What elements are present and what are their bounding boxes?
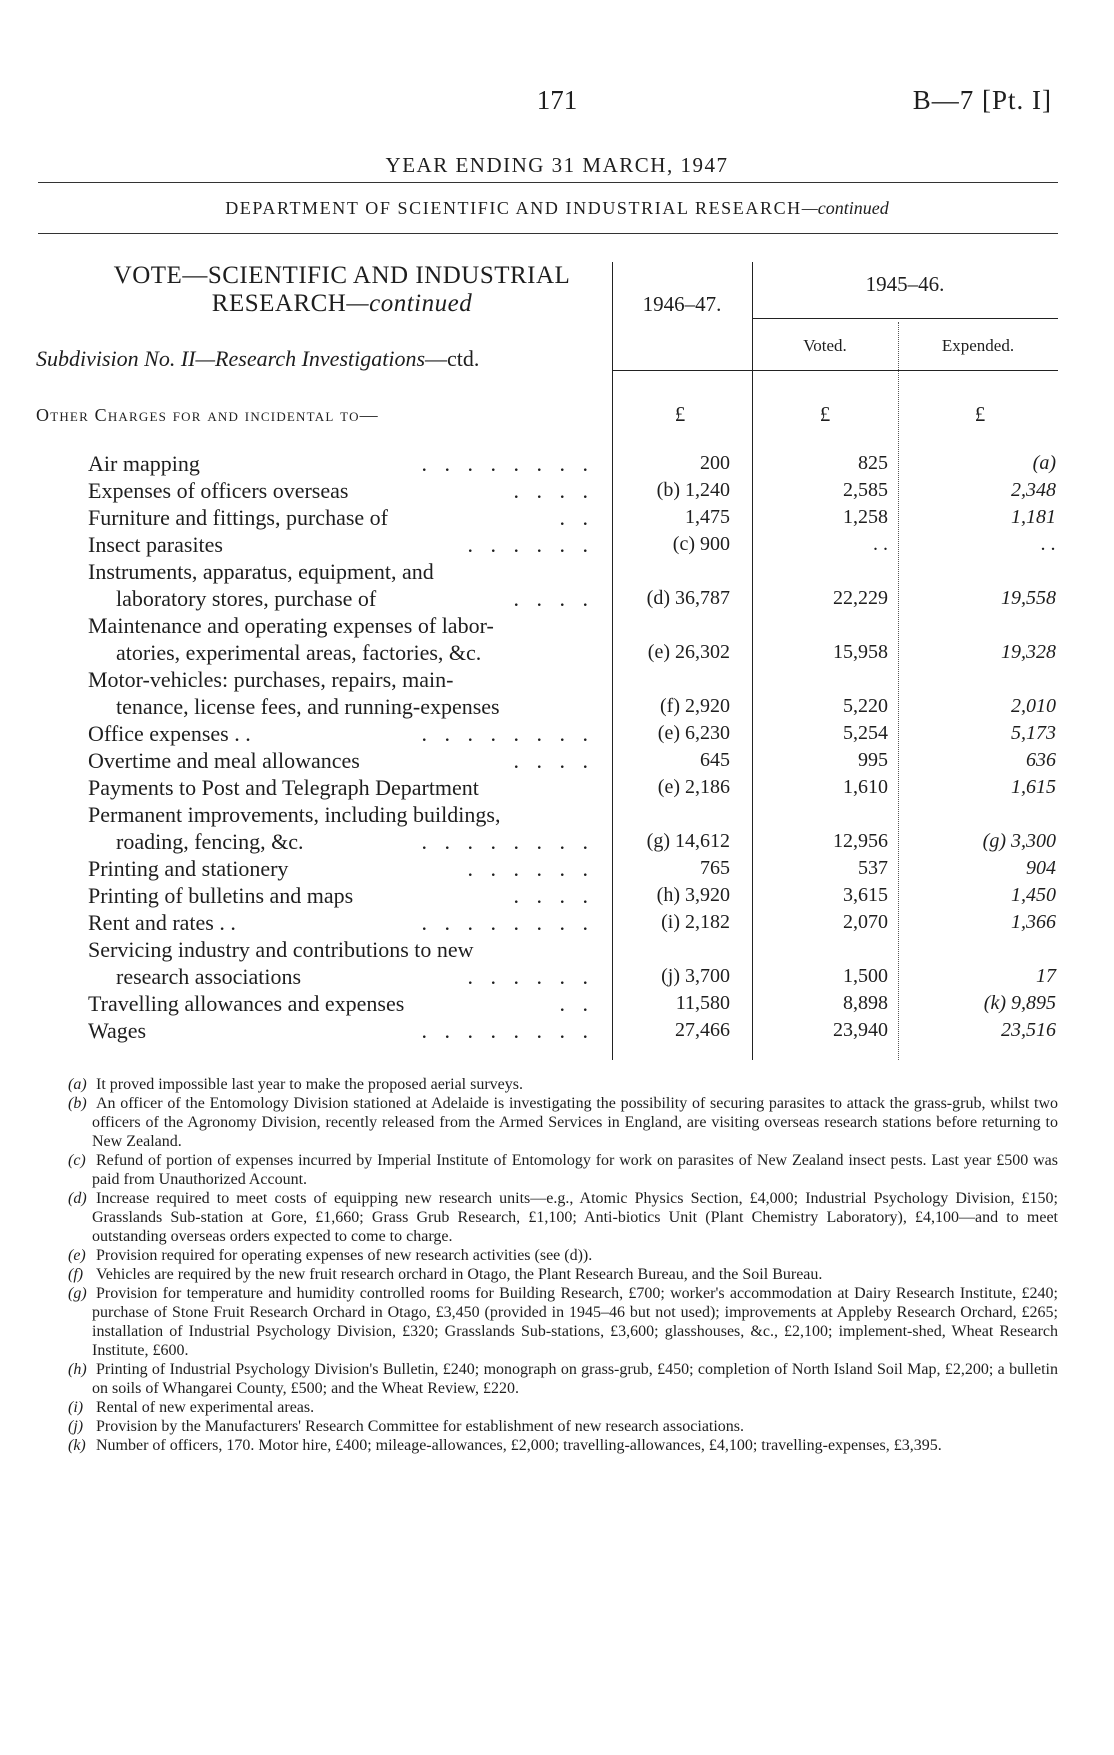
column-1946-47: 1946–47. (642, 292, 722, 316)
value-1945-46-voted: 2,585 (843, 479, 888, 501)
value-1946-47: (e) 26,302 (647, 641, 730, 663)
year-ending-heading: YEAR ENDING 31 MARCH, 1947 (385, 153, 729, 177)
table-row (0, 477, 1114, 504)
leader-dots: . . . . (513, 748, 594, 773)
value-1945-46-voted: 8,898 (843, 992, 888, 1014)
value-1945-46-expended: 23,516 (1001, 1019, 1056, 1041)
table-row (0, 774, 1114, 801)
value-1945-46-voted: 995 (858, 749, 888, 771)
value-1945-46-expended: 1,450 (1011, 884, 1056, 906)
table-row (0, 720, 1114, 747)
vote-title (62, 262, 622, 318)
footnote (36, 1284, 1058, 1360)
footnote-text: Rental of new experimental areas. (96, 1399, 315, 1416)
value-1945-46-expended: 19,328 (1001, 641, 1056, 663)
value-1946-47: (c) 900 (672, 533, 730, 555)
row-description-line2: tenance, license fees, and running-expenses (116, 694, 500, 719)
value-1945-46-voted: 1,610 (843, 776, 888, 798)
subdivision-heading: Subdivision No. II—Research Investigations—ctd. (36, 346, 480, 371)
value-1945-46-expended: (g) 3,300 (982, 830, 1056, 852)
leader-dots: . . (559, 505, 594, 530)
department-continued: —continued (801, 198, 889, 218)
column-voted: Voted. (803, 336, 847, 355)
footnote-label: (h) (68, 1361, 87, 1378)
value-1945-46-voted: 537 (858, 857, 888, 879)
footnote-text: Vehicles are required by the new fruit research orchard in Otago, the Plant Research Bureau, and the Soil Bureau. (96, 1266, 823, 1283)
value-1946-47: (b) 1,240 (656, 479, 730, 501)
value-1946-47: (g) 14,612 (646, 830, 730, 852)
value-1946-47: 765 (700, 857, 730, 879)
value-1945-46-expended: 2,348 (1011, 479, 1056, 501)
row-description-line1: Travelling allowances and expenses (88, 991, 405, 1016)
currency-1946-47: £ (674, 402, 686, 426)
header-subrule (752, 318, 1058, 319)
value-1946-47: (f) 2,920 (660, 695, 730, 717)
table-row (0, 882, 1114, 909)
table-row (0, 612, 1114, 666)
row-description-line1: Overtime and meal allowances (88, 748, 360, 773)
value-1945-46-expended: 17 (1036, 965, 1056, 987)
row-description (88, 909, 600, 936)
footnote (36, 1265, 1058, 1284)
row-description (88, 774, 600, 801)
row-description (88, 612, 600, 666)
table-row (0, 504, 1114, 531)
row-description (88, 720, 600, 747)
footnote (36, 1151, 1058, 1189)
value-1945-46-voted: 1,258 (843, 506, 888, 528)
footnote (36, 1075, 1058, 1094)
footnote-label: (f) (68, 1266, 84, 1283)
value-1946-47: (j) 3,700 (661, 965, 730, 987)
row-description-line2: atories, experimental areas, factories, &c. (116, 640, 482, 665)
row-description (88, 936, 600, 990)
footnote-label: (d) (68, 1190, 87, 1207)
row-description-line1: Wages (88, 1018, 147, 1043)
row-description (88, 882, 600, 909)
footnote (36, 1246, 1058, 1265)
table-row (0, 450, 1114, 477)
value-1945-46-voted: 3,615 (843, 884, 888, 906)
row-description-line2: research associations (116, 964, 302, 989)
leader-dots: . . . . (513, 883, 594, 908)
value-1945-46-expended: 2,010 (1011, 695, 1056, 717)
footnote-text: Provision for temperature and humidity controlled rooms for Building Research, £700; worker's accommodation at Dairy Research Institute, £240; purchase of Stone Fruit Research Orchard in Otago, £3,450 (provided in 1945–46 but not used); improvements at Appleby Research Orchard, £265; installation of Industrial Psychology Division, £320; Grasslands Sub-stations, £3,600; glasshouses, &c., £2,100; implement-shed, Wheat Research Institute, £600. (92, 1285, 1058, 1359)
table-row (0, 1017, 1114, 1044)
footnote (36, 1417, 1058, 1436)
leader-dots: . . . . . . . . (421, 1018, 594, 1043)
leader-dots: . . . . . . (467, 964, 594, 989)
footnote-text: An officer of the Entomology Division stationed at Adelaide is investigating the possibility of securing parasites to attack the grass-grub, whilst two officers of the Agronomy Division, recently released from the Armed Services in England, are visiting overseas research stations before returning to New Zealand. (92, 1095, 1058, 1150)
value-1945-46-expended: 1,366 (1011, 911, 1056, 933)
row-description-line1: Permanent improvements, including buildings, (88, 802, 501, 827)
value-1945-46-voted: 22,229 (833, 587, 888, 609)
value-1946-47: (e) 2,186 (657, 776, 730, 798)
expenditure-table (0, 450, 1114, 1044)
value-1945-46-expended: 636 (1026, 749, 1056, 771)
row-description-line1: Instruments, apparatus, equipment, and (88, 559, 434, 584)
footnote (36, 1398, 1058, 1417)
footnote-label: (e) (68, 1247, 86, 1264)
row-description-line1: Office expenses . . (88, 721, 251, 746)
value-1946-47: 11,580 (675, 992, 730, 1014)
row-description (88, 450, 600, 477)
footnote-text: Printing of Industrial Psychology Division's Bulletin, £240; monograph on grass-grub, £450; completion of North Island Soil Map, £2,200; a bulletin on soils of Whangarei County, £500; and the Wheat Review, £220. (92, 1361, 1058, 1397)
value-1946-47: (d) 36,787 (646, 587, 730, 609)
row-description (88, 990, 600, 1017)
table-row (0, 855, 1114, 882)
column-expended: Expended. (941, 336, 1015, 355)
leader-dots: . . . . . . . . (421, 910, 594, 935)
leader-dots: . . . . . . (467, 532, 594, 557)
row-description-line1: Payments to Post and Telegraph Department (88, 775, 479, 800)
value-1945-46-voted: 5,254 (843, 722, 888, 744)
row-description-line1: Maintenance and operating expenses of labor- (88, 613, 494, 638)
footnote-text: Provision by the Manufacturers' Research Committee for establishment of new research associations. (96, 1418, 745, 1435)
leader-dots: . . . . (513, 478, 594, 503)
footnote-label: (c) (68, 1152, 86, 1169)
row-description-line1: Rent and rates . . (88, 910, 236, 935)
footnote-text: It proved impossible last year to make the proposed aerial surveys. (96, 1076, 523, 1093)
table-row (0, 909, 1114, 936)
row-description-line1: Motor-vehicles: purchases, repairs, main- (88, 667, 454, 692)
row-description (88, 747, 600, 774)
row-description-line1: Furniture and fittings, purchase of (88, 505, 388, 530)
value-1945-46-voted: . . (873, 533, 888, 555)
value-1945-46-expended: (a) (1032, 452, 1056, 474)
footnotes (36, 1075, 1058, 1455)
row-description (88, 504, 600, 531)
footnote-text: Provision required for operating expenses of new research activities (see (d)). (96, 1247, 593, 1264)
row-description (88, 477, 600, 504)
row-description-line1: Insect parasites (88, 532, 223, 557)
row-description (88, 1017, 600, 1044)
leader-dots: . . . . (513, 586, 594, 611)
value-1945-46-expended: 5,173 (1011, 722, 1056, 744)
value-1945-46-voted: 12,956 (833, 830, 888, 852)
vote-title-line2: RESEARCH—continued (211, 290, 473, 317)
footnote-label: (g) (68, 1285, 87, 1302)
header-rule-top (38, 182, 1058, 183)
department-name: DEPARTMENT OF SCIENTIFIC AND INDUSTRIAL RESEARCH (225, 198, 802, 218)
row-description-line1: Air mapping (88, 451, 200, 476)
footnote-text: Number of officers, 170. Motor hire, £400; mileage-allowances, £2,000; travelling-allowances, £4,100; travelling-expenses, £3,395. (96, 1437, 942, 1454)
row-description-line1: Expenses of officers overseas (88, 478, 349, 503)
footnote-label: (j) (68, 1418, 84, 1435)
value-1946-47: (h) 3,920 (656, 884, 730, 906)
vote-title-line1: VOTE—SCIENTIFIC AND INDUSTRIAL (113, 262, 571, 289)
value-1946-47: 645 (700, 749, 730, 771)
value-1945-46-voted: 825 (858, 452, 888, 474)
value-1946-47: 27,466 (675, 1019, 730, 1041)
footnote (36, 1189, 1058, 1246)
table-row (0, 666, 1114, 720)
value-1945-46-expended: (k) 9,895 (983, 992, 1056, 1014)
value-1945-46-expended: 1,615 (1011, 776, 1056, 798)
footnote (36, 1094, 1058, 1151)
footnote-text: Increase required to meet costs of equipping new research units—e.g., Atomic Physics Section, £4,000; Industrial Psychology Division, £150; Grasslands Sub-station at Gore, £1,660; Grass Grub Research, £1,100; Anti-biotics Unit (Plant Chemistry Laboratory), £4,100—and to meet outstanding overseas orders expected to come to charge. (92, 1190, 1058, 1245)
leader-dots: . . . . . . . . (421, 721, 594, 746)
value-1946-47: 1,475 (685, 506, 730, 528)
department-heading (0, 198, 1114, 219)
value-1945-46-expended: . . (1041, 533, 1056, 555)
row-description (88, 531, 600, 558)
value-1945-46-voted: 15,958 (833, 641, 888, 663)
leader-dots: . . (559, 991, 594, 1016)
table-row (0, 936, 1114, 990)
leader-dots: . . . . . . . . (421, 451, 594, 476)
footnote-label: (a) (68, 1076, 87, 1093)
row-description-line2: laboratory stores, purchase of (116, 586, 377, 611)
table-row (0, 990, 1114, 1017)
row-description (88, 558, 600, 612)
row-description-line2: roading, fencing, &c. (116, 829, 304, 854)
value-1945-46-expended: 19,558 (1001, 587, 1056, 609)
row-description-line1: Printing of bulletins and maps (88, 883, 354, 908)
value-1945-46-expended: 904 (1026, 857, 1056, 879)
column-1945-46: 1945–46. (865, 272, 945, 296)
value-1946-47: (e) 6,230 (657, 722, 730, 744)
table-row (0, 558, 1114, 612)
footnote (36, 1360, 1058, 1398)
leader-dots: . . . . . . . . (421, 829, 594, 854)
value-1945-46-voted: 1,500 (843, 965, 888, 987)
value-1945-46-expended: 1,181 (1011, 506, 1056, 528)
value-1946-47: 200 (700, 452, 730, 474)
row-description (88, 855, 600, 882)
row-description-line1: Servicing industry and contributions to new (88, 937, 474, 962)
value-1946-47: (i) 2,182 (661, 911, 730, 933)
row-description (88, 666, 600, 720)
value-1945-46-voted: 5,220 (843, 695, 888, 717)
leader-dots: . . . . . . (467, 856, 594, 881)
other-charges-heading: Other Charges for and incidental to— (36, 405, 379, 425)
table-row (0, 801, 1114, 855)
footnote-label: (b) (68, 1095, 87, 1112)
row-description (88, 801, 600, 855)
footnote-label: (k) (68, 1437, 86, 1454)
value-1945-46-voted: 2,070 (843, 911, 888, 933)
header-baserule (612, 370, 1058, 371)
table-row (0, 531, 1114, 558)
currency-expended: £ (974, 402, 986, 426)
value-1945-46-voted: 23,940 (833, 1019, 888, 1041)
currency-voted: £ (819, 402, 831, 426)
document-reference: B—7 [Pt. I] (912, 85, 1052, 115)
footnote (36, 1436, 1058, 1455)
row-description-line1: Printing and stationery (88, 856, 289, 881)
footnote-text: Refund of portion of expenses incurred by Imperial Institute of Entomology for work on parasites of New Zealand insect pests. Last year £500 was paid from Unauthorized Account. (92, 1152, 1058, 1188)
table-row (0, 747, 1114, 774)
page-number: 171 (536, 85, 578, 115)
header-rule-bottom (38, 233, 1058, 234)
footnote-label: (i) (68, 1399, 84, 1416)
